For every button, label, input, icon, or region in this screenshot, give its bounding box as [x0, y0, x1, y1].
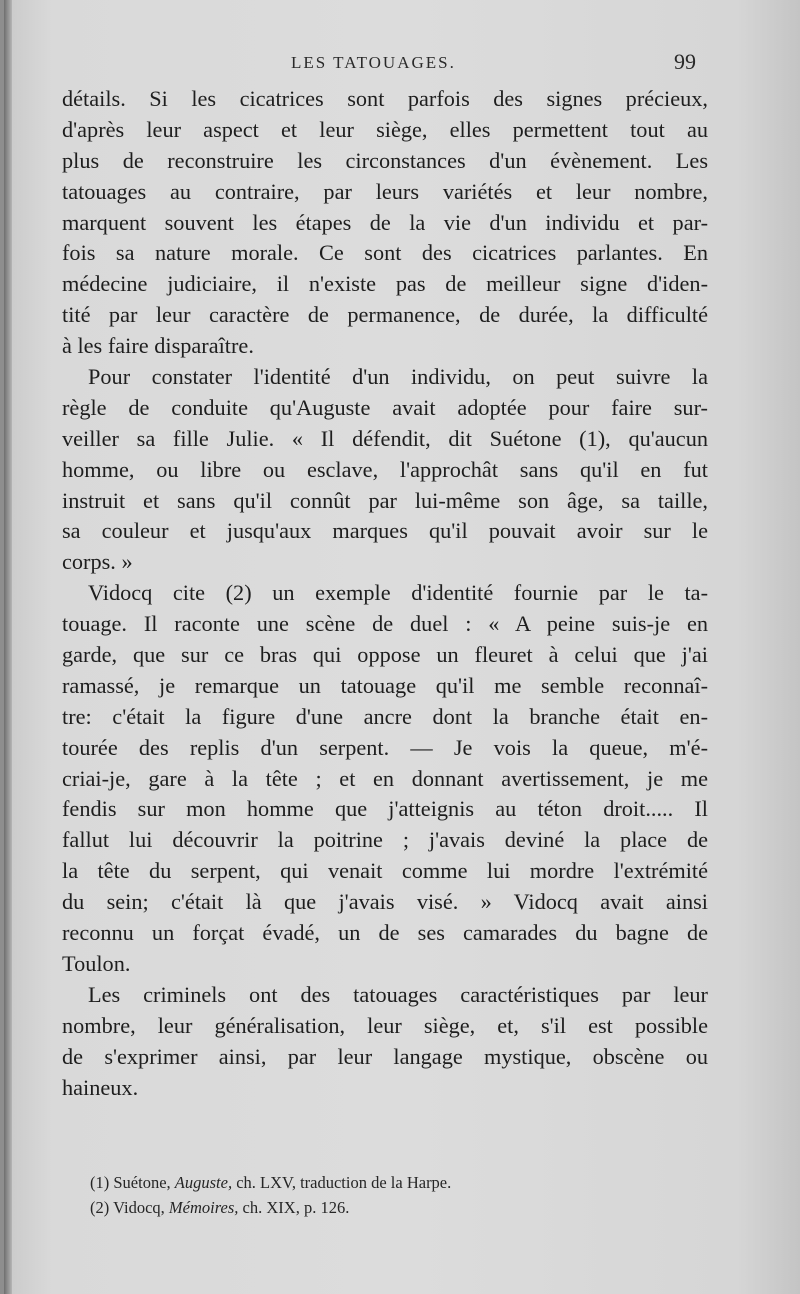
text-line: criai-je, gare à la tête ; et en donnant avertissement, je me: [62, 765, 708, 791]
text-line: tité par leur caractère de permanence, de durée, la difficulté: [62, 302, 708, 328]
text-line: Toulon.: [62, 950, 131, 976]
page-number: 99: [674, 49, 696, 74]
text-line: garde, que sur ce bras qui oppose un fleuret à celui que j'ai: [62, 642, 708, 668]
text-line: ramassé, je remarque un tatouage qu'il me semble reconnaî-: [62, 672, 708, 698]
text-line: veiller sa fille Julie. « Il défendit, dit Suétone (1), qu'aucun: [62, 425, 708, 451]
text-line: haineux.: [62, 1074, 139, 1100]
binding-shadow: [4, 0, 12, 1294]
footnotes: [90, 1170, 650, 1220]
footnote-rest: ch. LXV, traduction de la Harpe.: [236, 1173, 452, 1192]
text-line: tre: c'était la figure d'une ancre dont la branche était en-: [62, 703, 708, 729]
text-line: Pour constater l'identité d'un individu, on peut suivre la: [88, 364, 708, 390]
footnote-author: Suétone,: [113, 1173, 171, 1192]
footnote-work: Auguste,: [174, 1173, 233, 1192]
text-line: la tête du serpent, qui venait comme lui mordre l'extrémité: [62, 858, 708, 884]
footnote-author: Vidocq,: [113, 1198, 165, 1217]
text-line: nombre, leur généralisation, leur siège, et, s'il est possible: [62, 1012, 708, 1038]
running-title: LES TATOUAGES.: [291, 53, 456, 72]
body-text: [62, 84, 708, 1103]
footnote-rest: ch. XIX, p. 126.: [242, 1198, 350, 1217]
text-line: touage. Il raconte une scène de duel : « A peine suis-je en: [62, 611, 708, 637]
page-header: [4, 49, 800, 79]
text-line: marquent souvent les étapes de la vie d'un individu et par-: [62, 209, 708, 235]
text-line: Vidocq cite (2) un exemple d'identité fournie par le ta-: [88, 580, 708, 606]
footnote-work: Mémoires,: [168, 1198, 239, 1217]
text-line: sa couleur et jusqu'aux marques qu'il pouvait avoir sur le: [62, 518, 708, 544]
text-line: du sein; c'était là que j'avais visé. » Vidocq avait ainsi: [62, 889, 708, 915]
text-line: détails. Si les cicatrices sont parfois des signes précieux,: [62, 86, 708, 111]
footnote-number: (1): [90, 1173, 110, 1192]
text-line: fois sa nature morale. Ce sont des cicatrices parlantes. En: [62, 240, 708, 266]
footnote-number: (2): [90, 1198, 110, 1217]
text-line: reconnu un forçat évadé, un de ses camarades du bagne de: [62, 920, 708, 946]
text-line: médecine judiciaire, il n'existe pas de meilleur signe d'iden-: [62, 271, 708, 297]
text-line: Les criminels ont des tatouages caractéristiques par leur: [88, 981, 708, 1007]
footnote-1: [90, 1170, 650, 1195]
text-line: homme, ou libre ou esclave, l'approchât sans qu'il en fut: [62, 456, 708, 482]
text-line: à les faire disparaître.: [62, 333, 254, 359]
text-line: tourée des replis d'un serpent. — Je vois la queue, m'é-: [62, 734, 708, 760]
text-line: corps. »: [62, 549, 133, 575]
text-line: instruit et sans qu'il connût par lui-même son âge, sa taille,: [62, 487, 708, 513]
text-line: d'après leur aspect et leur siège, elles permettent tout au: [62, 116, 708, 142]
text-line: de s'exprimer ainsi, par leur langage mystique, obscène ou: [62, 1043, 708, 1069]
book-page: [4, 0, 800, 1294]
text-line: fendis sur mon homme que j'atteignis au téton droit..... Il: [62, 796, 708, 822]
footnote-2: [90, 1195, 650, 1220]
text-line: tatouages au contraire, par leurs variétés et leur nombre,: [62, 178, 708, 204]
text-line: règle de conduite qu'Auguste avait adoptée pour faire sur-: [62, 394, 708, 420]
text-line: fallut lui découvrir la poitrine ; j'avais deviné la place de: [62, 827, 708, 853]
text-line: plus de reconstruire les circonstances d'un évènement. Les: [62, 147, 708, 173]
